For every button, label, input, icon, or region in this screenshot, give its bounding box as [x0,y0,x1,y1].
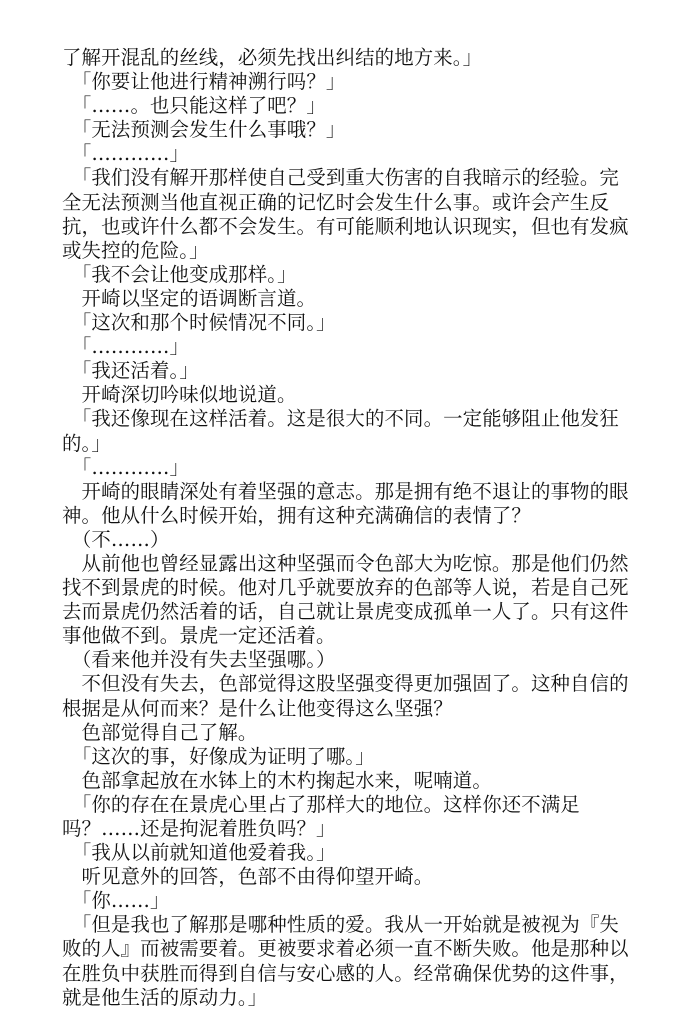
text-line: 事他做不到。景虎一定还活着。 [62,624,336,648]
text-line: 了解开混乱的丝线，必须先找出纠结的地方来。」 [62,46,483,69]
text-line: 吗？……还是拘泥着胜负吗？」 [62,817,336,840]
text-line: 的。」 [62,431,111,455]
text-line: 「…………」 [62,142,190,166]
text-line: 「我还活着。」 [62,359,199,383]
text-line: 去而景虎仍然活着的话，自己就让景虎变成孤单一人了。只有这件 [62,600,629,624]
text-line: 开崎以坚定的语调断言道。 [62,286,317,310]
text-line: 根据是从何而来？是什么让他变得这么坚强？ [62,696,453,720]
text-line: 「…………」 [62,455,190,479]
text-line: 「我从以前就知道他爱着我。」 [62,841,336,865]
text-line: 就是他生活的原动力。」 [62,985,268,1009]
text-line: 从前他也曾经显露出这种坚强而令色部大为吃惊。那是他们仍然 [62,551,629,575]
text-line: 神。他从什么时候开始，拥有这种充满确信的表情了？ [62,503,531,527]
text-line: 色部拿起放在水钵上的木杓掬起水来，呢喃道。 [62,768,492,792]
text-line: 听见意外的回答，色部不由得仰望开崎。 [62,865,434,889]
text-line: 败的人』而被需要着。更被要求着必须一直不断失败。他是那种以 [62,937,629,961]
text-line: 开崎深切吟味似地说道。 [62,383,297,407]
text-line: 在胜负中获胜而得到自信与安心感的人。经常确保优势的这件事， [62,961,629,985]
text-line: 「这次和那个时候情况不同。」 [62,311,336,335]
text-line: 或失控的危险。」 [62,238,209,262]
text-line: 「你的存在在景虎心里占了那样大的地位。这样你还不满足 [62,792,580,816]
text-line: 「无法预测会发生什么事哦？」 [62,118,346,142]
text-line: （不……） [62,527,170,551]
document-page [62,46,644,1010]
text-line: 「但是我也了解那是哪种性质的爱。我从一开始就是被视为『失 [62,913,619,937]
text-line: 开崎的眼睛深处有着坚强的意志。那是拥有绝不退让的事物的眼 [62,479,629,503]
text-line: 「你……」 [62,889,170,913]
text-line: 「这次的事，好像成为证明了哪。」 [62,744,375,768]
text-line: 「……。也只能这样了吧？」 [62,94,326,118]
text-line: 全无法预测当他直视正确的记忆时会发生什么事。或许会产生反 [62,190,610,214]
text-line: 找不到景虎的时候。他对几乎就要放弃的色部等人说，若是自己死 [62,576,629,600]
text-line: 色部觉得自己了解。 [62,720,258,744]
text-line: （看来他并没有失去坚强哪。） [62,648,336,672]
text-line: 抗，也或许什么都不会发生。有可能顺利地认识现实，但也有发疯 [62,214,629,238]
text-line: 不但没有失去，色部觉得这股坚强变得更加强固了。这种自信的 [62,672,629,696]
text-line: 「我不会让他变成那样。」 [62,262,297,286]
text-line: 「我还像现在这样活着。这是很大的不同。一定能够阻止他发狂 [62,407,619,431]
text-line: 「我们没有解开那样使自己受到重大伤害的自我暗示的经验。完 [62,166,619,190]
text-line: 「你要让他进行精神溯行吗？」 [62,70,346,94]
text-line: 「…………」 [62,335,190,359]
